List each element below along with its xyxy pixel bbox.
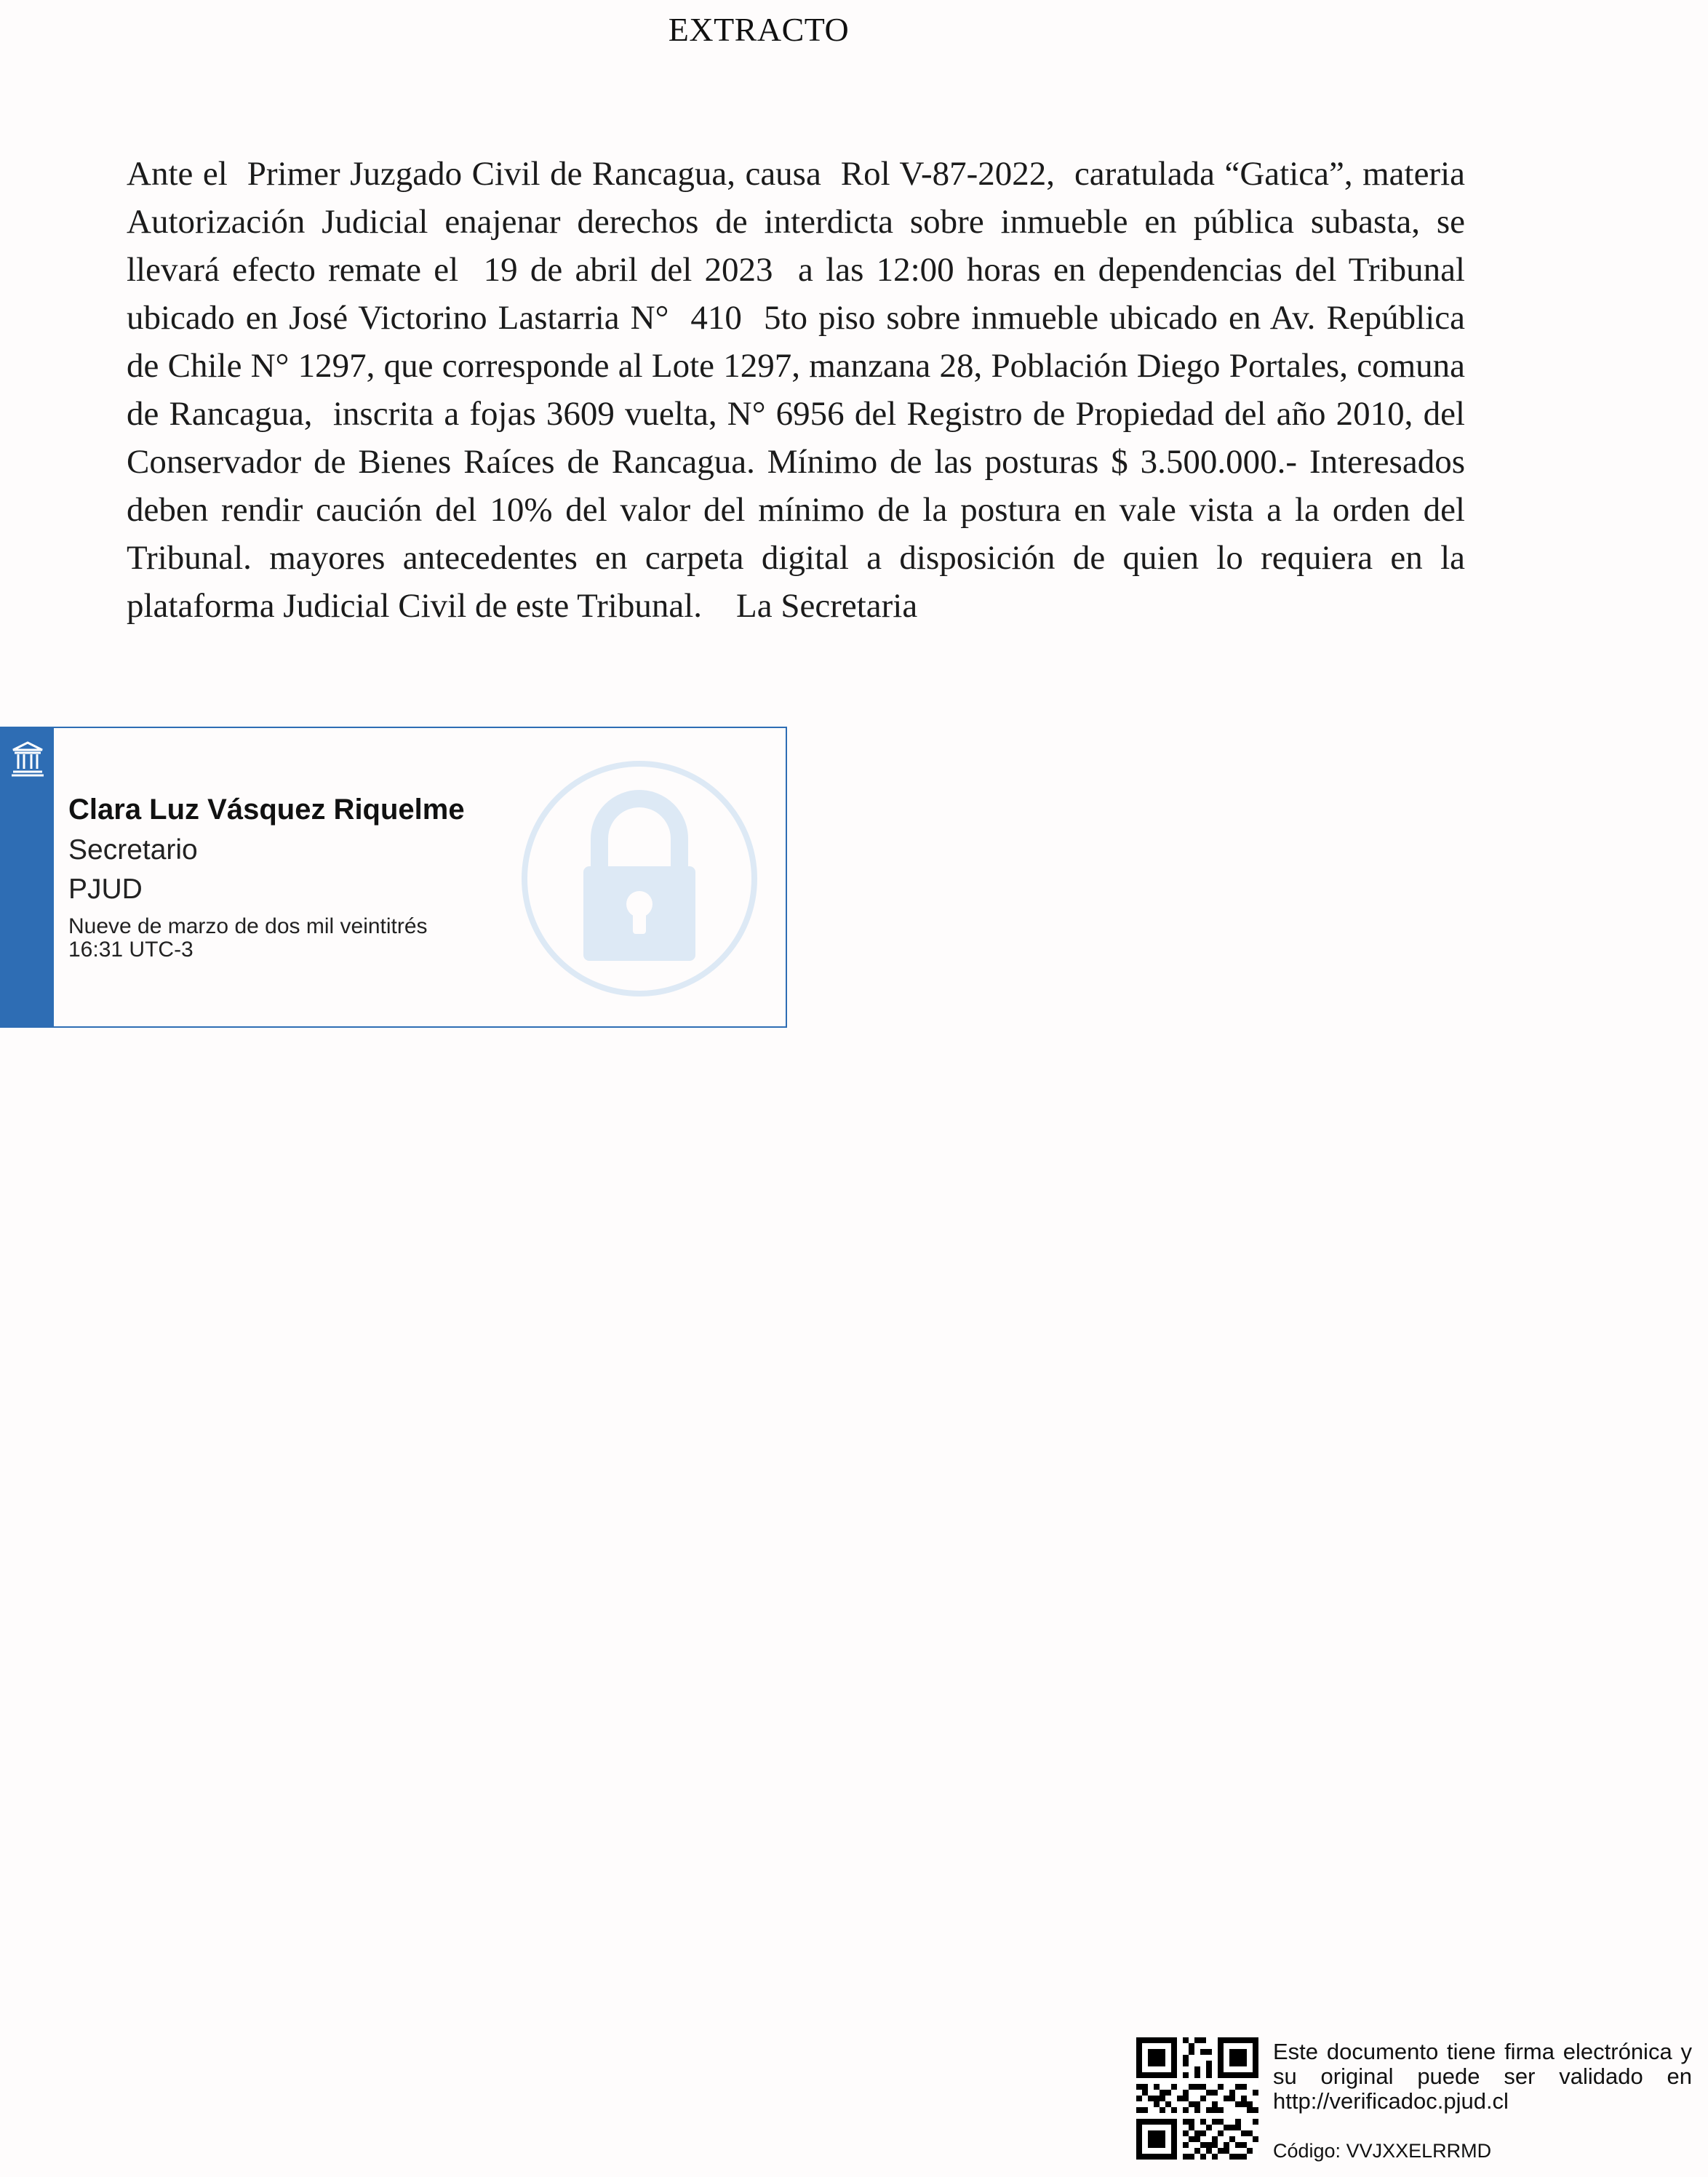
signature-time: 16:31 UTC-3 [68, 938, 193, 962]
lock-icon [519, 759, 759, 999]
signer-name: Clara Luz Vásquez Riquelme [68, 794, 465, 826]
qr-code-icon [1136, 2037, 1258, 2160]
verification-notice: Este documento tiene firma electrónica y su original puede ser validado en http://verificadoc.pjud.cl [1273, 2039, 1692, 2114]
document-body: Ante el Primer Juzgado Civil de Rancagua, causa Rol V-87-2022, caratulada “Gatica”, materia Autorización Judicial enajenar derechos de interdicta sobre inmueble en pública subasta, se llevará efecto remate el 19 de abril del 2023 a las 12:00 horas en dependencias del Tribunal ubicado en José Victorino Lastarria N° 410 5to piso sobre inmueble ubicado en Av. República de Chile N° 1297, que corresponde al Lote 1297, manzana 28, Población Diego Portales, comuna de Rancagua, inscrita a fojas 3609 vuelta, N° 6956 del Registro de Propiedad del año 2010, del Conservador de Bienes Raíces de Rancagua. Mínimo de las posturas $ 3.500.000.- Interesados deben rendir caución del 10% del valor del mínimo de la postura en vale vista a la orden del Tribunal. mayores antecedentes en carpeta digital a disposición de quien lo requiera en la plataforma Judicial Civil de este Tribunal. La Secretaria [127, 155, 1482, 625]
verification-code: Código: VVJXXELRRMD [1273, 2140, 1492, 2162]
signature-block [0, 727, 787, 1028]
signer-organization: PJUD [68, 874, 143, 905]
signature-date: Nueve de marzo de dos mil veintitrés [68, 914, 428, 938]
page-title: EXTRACTO [668, 11, 850, 48]
courthouse-icon [10, 740, 45, 778]
signer-role: Secretario [68, 834, 198, 866]
signature-stripe [1, 728, 54, 1026]
